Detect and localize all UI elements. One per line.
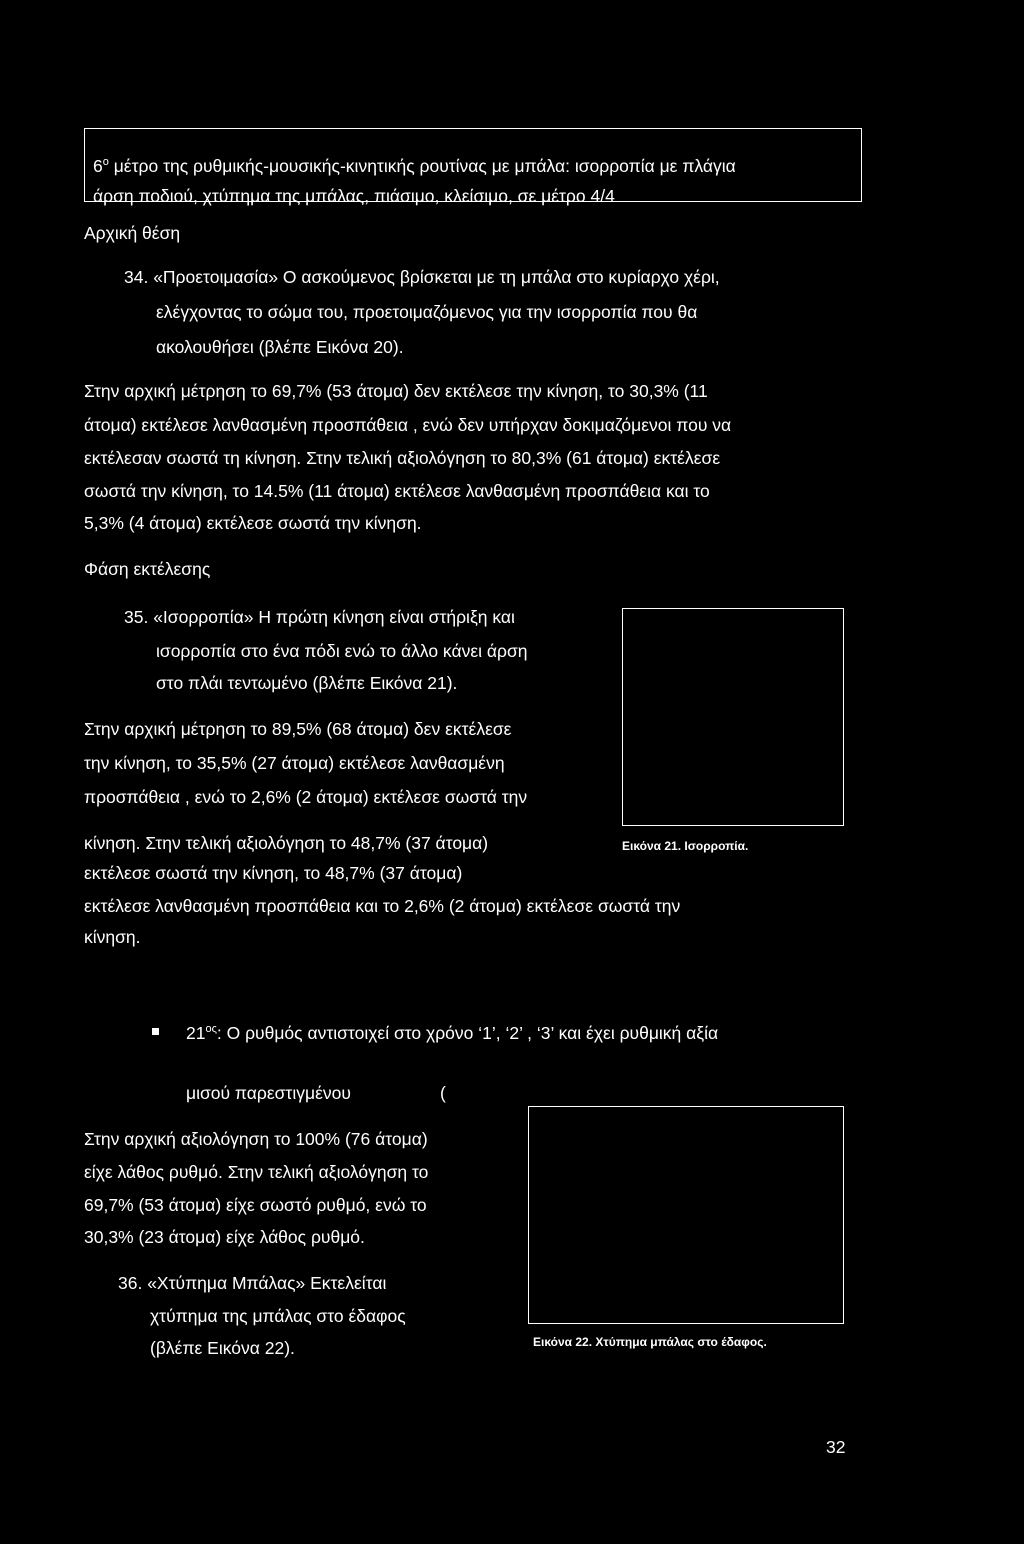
para-21-line-4: 30,3% (23 άτομα) είχε λάθος ρυθμό.	[84, 1227, 365, 1247]
bullet-21-paren: (	[440, 1083, 446, 1103]
section-heading-execution: Φάση εκτέλεσης	[84, 559, 211, 579]
item-34-line-3: ακολουθήσει (βλέπε Εικόνα 20).	[156, 337, 404, 357]
item-35-line-3: στο πλάι τεντωμένο (βλέπε Εικόνα 21).	[156, 673, 458, 693]
para-35-line-2: την κίνηση, το 35,5% (27 άτομα) εκτέλεσε λανθασμένη	[84, 753, 505, 773]
para-35-line-3: προσπάθεια , ενώ το 2,6% (2 άτομα) εκτέλεσε σωστά την	[84, 787, 528, 807]
item-35-line-1: 35. «Ισορροπία» Η πρώτη κίνηση είναι στήριξη και	[124, 607, 515, 627]
para-21-line-1: Στην αρχική αξιολόγηση το 100% (76 άτομα)	[84, 1129, 428, 1149]
item-34-line-2: ελέγχοντας το σώμα του, προετοιμαζόμενος για την ισορροπία που θα	[156, 302, 698, 322]
para-34-line-2: άτομα) εκτέλεσε λανθασμένη προσπάθεια , ενώ δεν υπήρχαν δοκιμαζόμενοι που να	[84, 415, 732, 435]
para-34-line-5: 5,3% (4 άτομα) εκτέλεσε σωστά την κίνηση.	[84, 513, 422, 533]
figure-21-image	[622, 608, 844, 826]
item-36-line-1: 36. «Χτύπημα Μπάλας» Εκτελείται	[118, 1273, 387, 1293]
item-34-line-1: 34. «Προετοιμασία» Ο ασκούμενος βρίσκεται με τη μπάλα στο κυρίαρχο χέρι,	[124, 267, 720, 287]
item-35-line-2: ισορροπία στο ένα πόδι ενώ το άλλο κάνει άρση	[156, 641, 528, 661]
para-35-line-1: Στην αρχική μέτρηση το 89,5% (68 άτομα) δεν εκτέλεσε	[84, 719, 512, 739]
para-34-line-3: εκτέλεσαν σωστά τη κίνηση. Στην τελική αξιολόγηση το 80,3% (61 άτομα) εκτέλεσε	[84, 448, 721, 468]
bullet-square-icon	[152, 1028, 159, 1035]
item-36-line-3: (βλέπε Εικόνα 22).	[150, 1338, 295, 1358]
bullet-21-line-2: μισού παρεστιγμένου	[186, 1083, 351, 1103]
para-21-line-2: είχε λάθος ρυθμό. Στην τελική αξιολόγηση το	[84, 1162, 429, 1182]
section-heading-initial: Αρχική θέση	[84, 223, 181, 243]
item-36-line-2: χτύπημα της μπάλας στο έδαφος	[150, 1306, 406, 1326]
page-number: 32	[826, 1437, 846, 1457]
figure-22-caption: Εικόνα 22. Χτύπημα μπάλας στο έδαφος.	[533, 1335, 767, 1349]
para-21-line-3: 69,7% (53 άτομα) είχε σωστό ρυθμό, ενώ το	[84, 1195, 427, 1215]
measure-title-box	[84, 128, 862, 206]
para-35-line-4: κίνηση. Στην τελική αξιολόγηση το 48,7% (37 άτομα)	[84, 833, 489, 853]
figure-22-image	[528, 1106, 844, 1324]
para-35-line-5: εκτέλεσε σωστά την κίνηση, το 48,7% (37 άτομα)	[84, 863, 463, 883]
figure-21-caption: Εικόνα 21. Ισορροπία.	[622, 839, 749, 853]
measure-title-line-1: $6^o$ μέτρο της ρυθμικής-μουσικής-κινητικής ρουτίνας με μπάλα: ισορροπία με πλάγια	[93, 155, 736, 176]
measure-title-line-2: άρση ποδιού, χτύπημα της μπάλας, πιάσιμο, κλείσιμο, σε μέτρο 4/4	[93, 185, 615, 206]
para-34-line-1: Στην αρχική μέτρηση το 69,7% (53 άτομα) δεν εκτέλεσε την κίνηση, το 30,3% (11	[84, 381, 708, 401]
para-35-line-7: κίνηση.	[84, 927, 141, 947]
para-35-line-6: εκτέλεσε λανθασμένη προσπάθεια και το 2,6% (2 άτομα) εκτέλεσε σωστά την	[84, 896, 681, 916]
bullet-21-text: $21^{o\varsigma}$: Ο ρυθμός αντιστοιχεί στο χρόνο ‘1’, ‘2’ , ‘3’ και έχει ρυθμική αξία	[186, 1023, 719, 1043]
para-34-line-4: σωστά την κίνηση, το 14.5% (11 άτομα) εκτέλεσε λανθασμένη προσπάθεια και το	[84, 481, 710, 501]
